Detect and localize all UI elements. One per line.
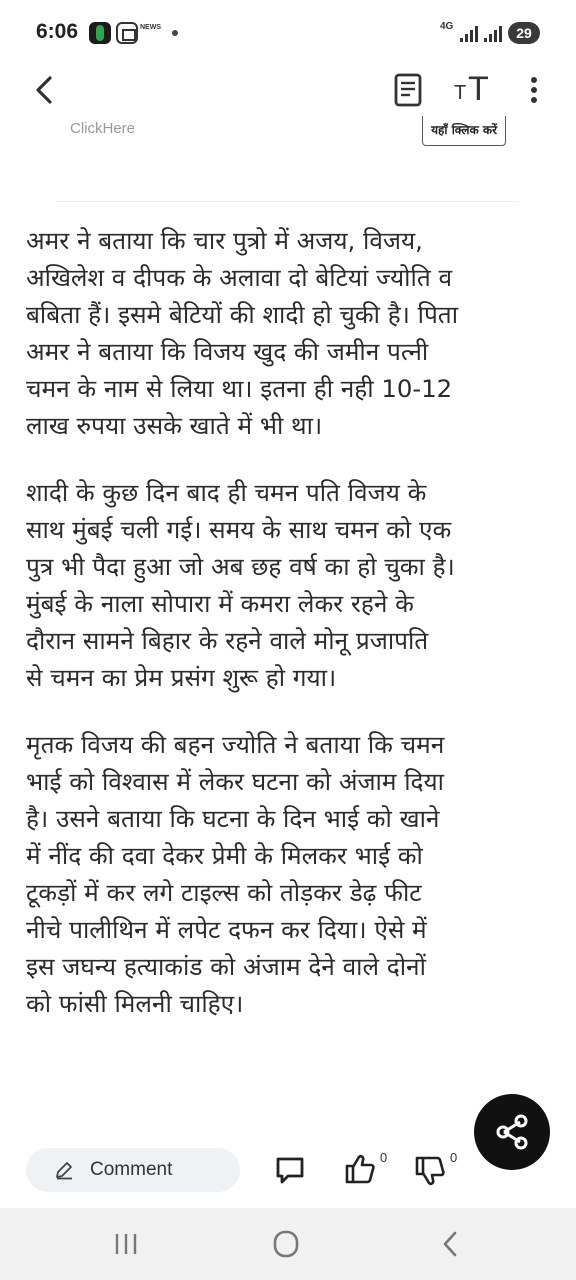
paragraph-line: से चमन का प्रेम प्रसंग शुरू हो गया। — [26, 663, 337, 692]
ad-label: ClickHere — [70, 120, 136, 137]
thumbs-down-icon — [412, 1152, 450, 1190]
more-options-button[interactable] — [520, 70, 548, 110]
paragraph-line: दौरान सामने बिहार के रहने वाले मोनू प्रजापति — [26, 626, 429, 655]
news-icon: NEWS — [140, 24, 161, 31]
comment-button[interactable] — [26, 1148, 240, 1192]
recent-apps-button[interactable] — [106, 1228, 146, 1260]
recent-apps-icon — [106, 1228, 146, 1260]
paragraph-line: अखिलेश व दीपक के अलावा दो बेटियां ज्योति व — [26, 263, 453, 292]
home-button[interactable] — [266, 1228, 306, 1260]
signal-icon — [482, 24, 502, 42]
chat-bubble-icon — [272, 1152, 308, 1188]
back-icon — [430, 1228, 470, 1260]
paragraph-line: बबिता हैं। इसमे बेटियों की शादी हो चुकी है। पिता — [26, 300, 459, 329]
home-icon — [266, 1228, 306, 1260]
article-paragraph — [26, 474, 556, 696]
paragraph-line: लाख रुपया उसके खाते में भी था। — [26, 411, 323, 440]
paragraph-line: को फांसी मिलनी चाहिए। — [26, 989, 244, 1018]
dislike-count: 0 — [450, 1150, 458, 1165]
paragraph-line: चमन के नाम से लिया था। इतना ही नही 10-12 — [26, 374, 453, 403]
system-back-button[interactable] — [430, 1228, 470, 1260]
paragraph-line: में नींद की दवा देकर प्रेमी के मिलकर भाई को — [26, 841, 423, 870]
article-paragraph — [26, 222, 556, 444]
comment-label: Comment — [90, 1159, 173, 1180]
battery-level: 29 — [508, 22, 540, 44]
signal-icon — [458, 24, 478, 42]
system-navigation-bar — [0, 1208, 576, 1280]
ad-banner[interactable] — [56, 114, 518, 202]
back-button[interactable] — [28, 70, 68, 110]
article-paragraph — [26, 726, 556, 1022]
thumbs-up-icon — [342, 1150, 380, 1188]
paragraph-line: अमर ने बताया कि विजय खुद की जमीन पत्नी — [26, 337, 429, 366]
reader-mode-icon — [388, 70, 428, 110]
like-button[interactable] — [342, 1150, 380, 1188]
back-arrow-icon — [28, 70, 68, 110]
status-time: 6:06 — [36, 20, 79, 43]
paragraph-line: साथ मुंबई चली गई। समय के साथ चमन को एक — [26, 515, 452, 544]
screenshot-icon — [116, 22, 138, 44]
chat-button[interactable] — [272, 1152, 308, 1188]
app-notification-icon — [89, 22, 111, 44]
paragraph-line: टूकड़ों में कर लगे टाइल्स को तोड़कर डेढ़ फीट — [26, 878, 422, 907]
paragraph-line: इस जघन्य हत्याकांड को अंजाम देने वाले दोनों — [26, 952, 426, 981]
paragraph-line: मृतक विजय की बहन ज्योति ने बताया कि चमन — [26, 730, 445, 759]
paragraph-line: है। उसने बताया कि घटना के दिन भाई को खाने — [26, 804, 440, 833]
paragraph-line: शादी के कुछ दिन बाद ही चमन पति विजय के — [26, 478, 427, 507]
text-size-icon-small: T — [454, 82, 467, 104]
article-toolbar — [0, 66, 576, 116]
like-count: 0 — [380, 1150, 388, 1165]
text-size-button[interactable] — [448, 68, 496, 112]
paragraph-line: पुत्र भी पैदा हुआ जो अब छह वर्ष का हो चुका है। — [26, 552, 455, 581]
more-notifications-dot-icon — [172, 30, 178, 36]
status-bar — [0, 0, 576, 66]
ad-click-button[interactable]: यहाँ क्लिक करें — [422, 116, 506, 146]
action-bar — [0, 1134, 576, 1208]
text-size-icon-large: T — [468, 70, 489, 108]
paragraph-line: भाई को विश्वास में लेकर घटना को अंजाम दिया — [26, 767, 444, 796]
paragraph-line: नीचे पालीथिन में लपेट दफन कर दिया। ऐसे में — [26, 915, 427, 944]
dislike-button[interactable] — [412, 1152, 450, 1190]
reader-mode-button[interactable] — [388, 70, 428, 110]
article-body — [26, 222, 556, 1052]
network-type: 4G — [440, 21, 454, 32]
paragraph-line: अमर ने बताया कि चार पुत्रो में अजय, विजय, — [26, 226, 423, 255]
paragraph-line: मुंबई के नाला सोपारा में कमरा लेकर रहने के — [26, 589, 414, 618]
more-vert-icon — [520, 70, 548, 110]
pencil-icon — [54, 1160, 74, 1180]
